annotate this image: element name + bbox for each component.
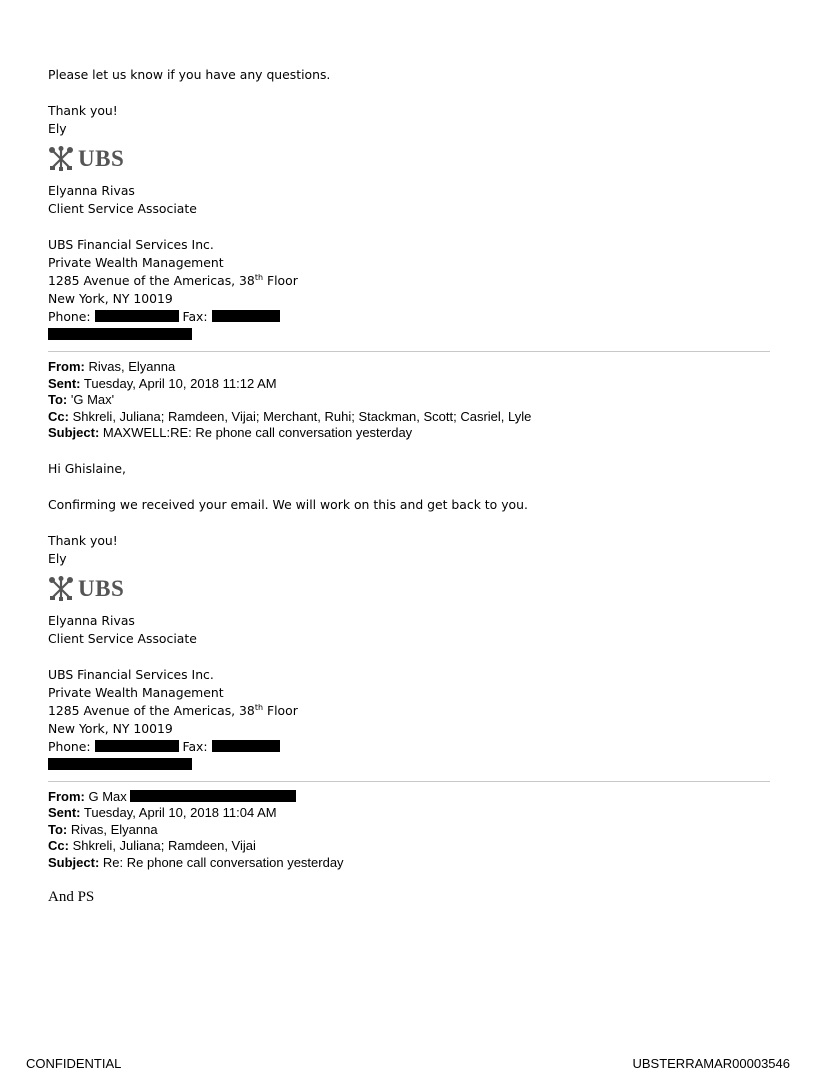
signature-city: New York, NY 10019 <box>48 291 173 306</box>
signature-name: Elyanna Rivas <box>48 612 135 628</box>
fax-label: Fax: <box>182 738 208 754</box>
email1-signoff: Ely <box>48 550 67 566</box>
footer-confidential: CONFIDENTIAL <box>26 1056 122 1071</box>
phone-label: Phone: <box>48 738 91 754</box>
email1-thanks: Thank you! <box>48 532 118 548</box>
ubs-keys-icon <box>48 576 74 602</box>
email2-from: From: G Max <box>48 789 770 806</box>
email1-cc: Cc: Shkreli, Juliana; Ramdeen, Vijai; Merchant, Ruhi; Stackman, Scott; Casriel, Lyle <box>48 408 532 424</box>
email2-body: And PS <box>48 889 95 905</box>
signature-company: UBS Financial Services Inc. <box>48 237 214 252</box>
email1-sent: Sent: Tuesday, April 10, 2018 11:12 AM <box>48 375 277 391</box>
signature-email-redacted <box>48 756 770 774</box>
redaction-fax <box>212 740 280 752</box>
signature-phone-fax <box>48 738 770 756</box>
redaction-sender-email <box>130 790 296 802</box>
ubs-logo-text: UBS <box>78 146 125 171</box>
signature-title: Client Service Associate <box>48 201 197 216</box>
questions-line: Please let us know if you have any questions. <box>48 67 331 82</box>
ubs-keys-icon <box>48 146 74 172</box>
signature-phone-fax <box>48 308 770 326</box>
ubs-logo <box>48 570 770 608</box>
email2-subject: Subject: Re: Re phone call conversation yesterday <box>48 854 344 870</box>
signature-company: UBS Financial Services Inc. <box>48 666 214 682</box>
ubs-logo-text: UBS <box>78 575 125 601</box>
redaction-email <box>48 758 192 770</box>
signature-email-redacted <box>48 326 770 344</box>
email1-body: Confirming we received your email. We will work on this and get back to you. <box>48 496 528 512</box>
email1-from: From: Rivas, Elyanna <box>48 359 176 374</box>
redaction-phone <box>95 740 179 752</box>
message-separator <box>48 351 770 352</box>
phone-label: Phone: <box>48 309 91 324</box>
signoff-line: Ely <box>48 121 67 136</box>
signature-city: New York, NY 10019 <box>48 720 173 736</box>
signature-address: 1285 Avenue of the Americas, 38th Floor <box>48 272 298 288</box>
signature-dept: Private Wealth Management <box>48 684 224 700</box>
message-separator <box>48 781 770 782</box>
email1-to: To: 'G Max' <box>48 392 115 407</box>
email2-cc: Cc: Shkreli, Juliana; Ramdeen, Vijai <box>48 838 256 853</box>
thanks-line: Thank you! <box>48 103 118 118</box>
redaction-fax <box>212 310 280 322</box>
ubs-logo <box>48 140 770 178</box>
email1-subject: Subject: MAXWELL:RE: Re phone call conversation yesterday <box>48 425 413 440</box>
email-thread <box>48 66 770 907</box>
redaction-phone <box>95 310 179 322</box>
email2-to: To: Rivas, Elyanna <box>48 821 158 837</box>
signature-address: 1285 Avenue of the Americas, 38th Floor <box>48 702 298 718</box>
footer-bates-number: UBSTERRAMAR00003546 <box>632 1056 790 1071</box>
signature-name: Elyanna Rivas <box>48 183 135 198</box>
fax-label: Fax: <box>182 309 208 324</box>
redaction-email <box>48 328 192 340</box>
email2-sent: Sent: Tuesday, April 10, 2018 11:04 AM <box>48 805 277 820</box>
email1-greeting: Hi Ghislaine, <box>48 460 126 476</box>
signature-title: Client Service Associate <box>48 630 197 646</box>
signature-dept: Private Wealth Management <box>48 255 224 270</box>
